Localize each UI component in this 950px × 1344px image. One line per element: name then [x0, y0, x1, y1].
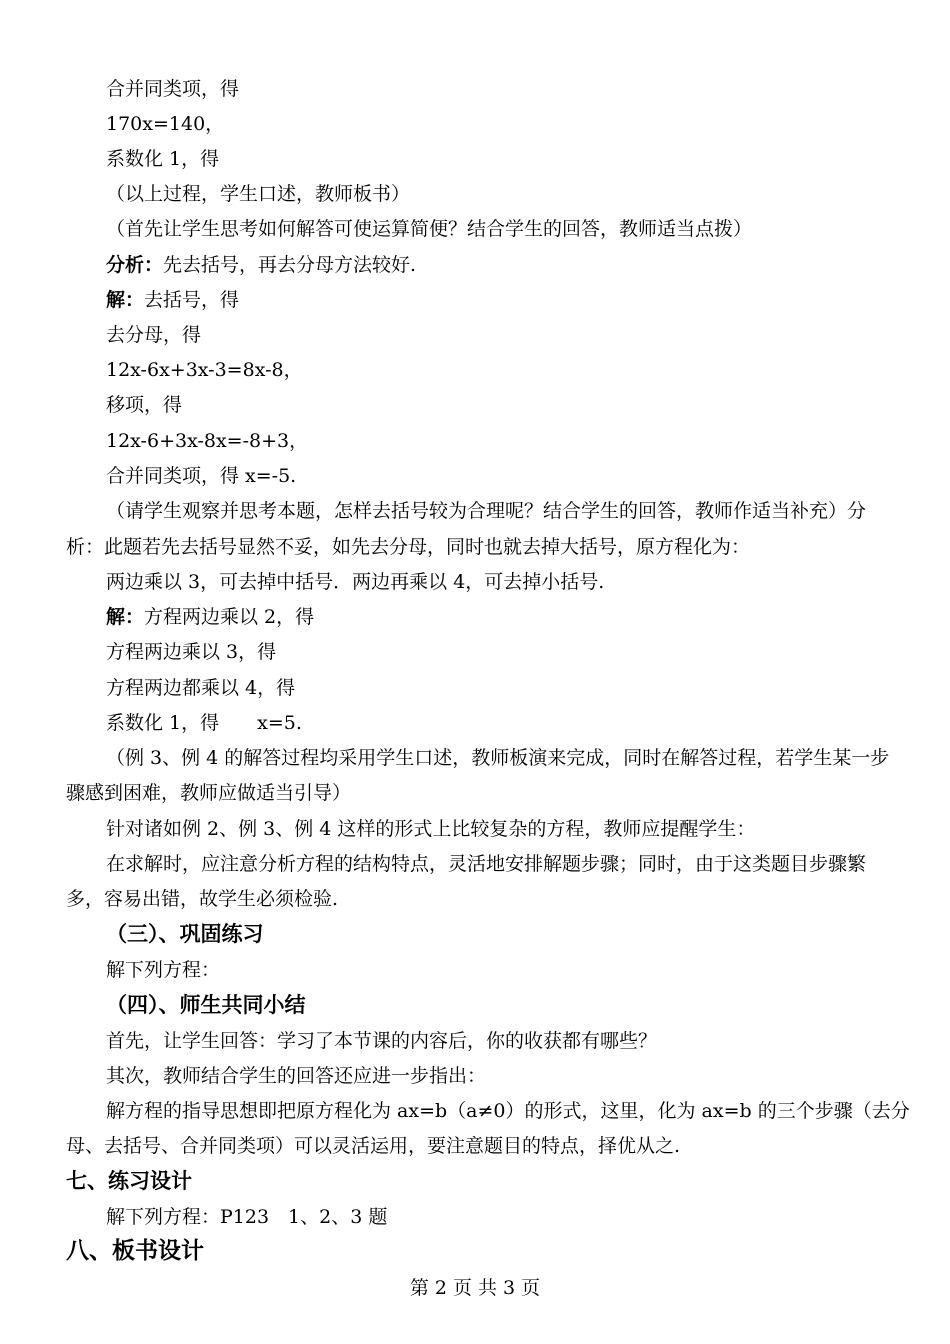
text-line: 解下列方程： — [106, 959, 221, 981]
text-line: 方程两边都乘以 4，得 — [106, 677, 296, 699]
section-heading: （四）、师生共同小结 — [106, 992, 306, 1017]
text-line: 解下列方程：P123 1、2、3 题 — [106, 1206, 388, 1228]
text-line: 合并同类项，得 — [106, 78, 240, 100]
paragraph-line: （请学生观察并思考本题，怎样去括号较为合理呢？结合学生的回答，教师作适当补充）分 — [106, 500, 867, 522]
analysis-line — [106, 252, 416, 278]
text-line: 两边乘以 3，可去掉中括号．两边再乘以 4，可去掉小括号. — [106, 571, 605, 593]
analysis-label: 分析： — [106, 254, 164, 276]
section-heading: （三）、巩固练习 — [106, 921, 264, 946]
solution-line — [106, 287, 239, 313]
analysis-text: 先去括号，再去分母方法较好. — [163, 254, 417, 276]
text-line: 首先，让学生回答：学习了本节课的内容后，你的收获都有哪些？ — [106, 1030, 658, 1052]
text-line: 系数化 1，得 — [106, 148, 220, 170]
solution-text: 去括号，得 — [144, 289, 240, 311]
paragraph-line: 多，容易出错，故学生必须检验. — [66, 888, 339, 910]
paragraph-line: 骤感到困难，教师应做适当引导） — [66, 782, 352, 804]
text-line: 方程两边乘以 3，得 — [106, 641, 277, 663]
solution-label: 解： — [106, 289, 145, 311]
paragraph-line: （例 3、例 4 的解答过程均采用学生口述，教师板演来完成，同时在解答过程，若学生某一步 — [106, 747, 890, 769]
equation-line: 12x-6+3x-8x=-8+3， — [106, 430, 309, 452]
paragraph-line: 针对诸如例 2、例 3、例 4 这样的形式上比较复杂的方程，教师应提醒学生： — [106, 818, 756, 840]
text-line: 去分母，得 — [106, 324, 202, 346]
paragraph-line: 在求解时，应注意分析方程的结构特点，灵活地安排解题步骤；同时，由于这类题目步骤繁 — [106, 853, 867, 875]
text-line: 合并同类项，得 x=-5. — [106, 465, 297, 487]
text-line: （以上过程，学生口述，教师板书） — [106, 183, 411, 205]
section-heading: 七、练习设计 — [66, 1168, 192, 1193]
equation-line: 12x-6x+3x-3=8x-8， — [106, 359, 303, 381]
text-line: 移项，得 — [106, 394, 183, 416]
section-heading: 八、板书设计 — [66, 1237, 204, 1264]
text-line: 其次，教师结合学生的回答还应进一步指出： — [106, 1065, 487, 1087]
page-footer: 第 2 页 共 3 页 — [409, 1277, 541, 1299]
text-line: 170x=140， — [106, 113, 225, 135]
solution-label: 解： — [106, 606, 145, 628]
solution-text: 方程两边乘以 2，得 — [144, 606, 315, 628]
text-line: （首先让学生思考如何解答可使运算简便？结合学生的回答，教师适当点拨） — [106, 218, 753, 240]
paragraph-line: 解方程的指导思想即把原方程化为 ax=b（a≠0）的形式，这里，化为 ax=b 的三个步骤（去分 — [106, 1100, 910, 1122]
paragraph-line: 母、去括号、合并同类项）可以灵活运用，要注意题目的特点，择优从之. — [66, 1135, 681, 1157]
solution-line — [106, 604, 314, 630]
text-line: 系数化 1，得 x=5. — [106, 712, 302, 734]
paragraph-line: 析：此题若先去括号显然不妥，如先去分母，同时也就去掉大括号，原方程化为： — [66, 536, 751, 558]
